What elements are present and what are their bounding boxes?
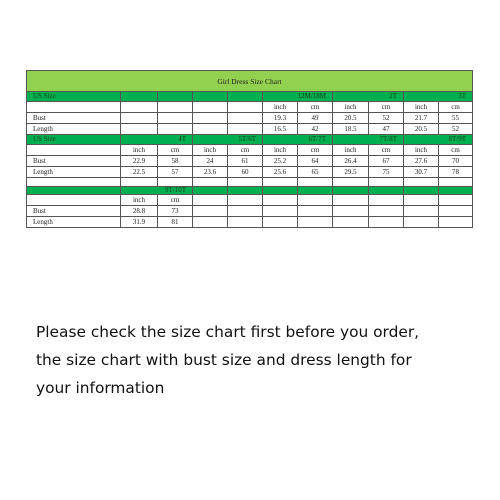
size-chart-note xyxy=(36,318,476,402)
table-cell: 49 xyxy=(298,113,333,124)
table-cell: 73 xyxy=(158,206,193,217)
table-cell: 20.5 xyxy=(404,124,439,135)
table-cell: 18.5 xyxy=(333,124,369,135)
unit-cm: cm xyxy=(369,145,404,156)
table-cell: 19.3 xyxy=(263,113,298,124)
table-cell: 21.7 xyxy=(404,113,439,124)
chart-title: Girl Dress Size Chart xyxy=(27,71,473,92)
table-cell: 47 xyxy=(369,124,404,135)
table-cell: 75 xyxy=(369,167,404,178)
table-cell: 23.6 xyxy=(193,167,228,178)
size-header: 5T/6T xyxy=(193,135,263,145)
note-line: the size chart with bust size and dress length for xyxy=(36,351,412,369)
unit-row xyxy=(27,195,473,206)
length-label: Length xyxy=(27,124,121,135)
table-cell: 22.9 xyxy=(121,156,158,167)
table-cell: 64 xyxy=(298,156,333,167)
unit-cm: cm xyxy=(369,102,404,113)
table-cell: 78 xyxy=(439,167,473,178)
size-header-row xyxy=(27,135,473,145)
table-cell: 65 xyxy=(298,167,333,178)
table-cell: 27.6 xyxy=(404,156,439,167)
spacer-row xyxy=(27,178,473,187)
unit-inch: inch xyxy=(121,145,158,156)
table-cell: 60 xyxy=(228,167,263,178)
size-header: 4T xyxy=(121,135,193,145)
length-label: Length xyxy=(27,217,121,228)
length-row xyxy=(27,217,473,228)
bust-label: Bust xyxy=(27,206,121,217)
note-line: Please check the size chart first before you order, xyxy=(36,323,420,341)
table-cell: 30.7 xyxy=(404,167,439,178)
table-cell: 20.5 xyxy=(333,113,369,124)
table-cell: 25.6 xyxy=(263,167,298,178)
us-size-label: US Size xyxy=(27,135,121,145)
chart-title-row xyxy=(27,71,473,92)
note-line: your information xyxy=(36,379,165,397)
size-header: 3T xyxy=(404,92,473,102)
bust-row xyxy=(27,113,473,124)
unit-inch: inch xyxy=(404,102,439,113)
table-cell: 57 xyxy=(158,167,193,178)
table-cell: 22.5 xyxy=(121,167,158,178)
unit-cm: cm xyxy=(158,195,193,206)
table-cell: 42 xyxy=(298,124,333,135)
length-label: Length xyxy=(27,167,121,178)
unit-cm: cm xyxy=(439,102,473,113)
unit-inch: inch xyxy=(193,145,228,156)
table-cell: 24 xyxy=(193,156,228,167)
unit-cm: cm xyxy=(298,102,333,113)
unit-cm: cm xyxy=(298,145,333,156)
table-cell: 67 xyxy=(369,156,404,167)
size-header-row xyxy=(27,187,473,195)
table-cell: 28.8 xyxy=(121,206,158,217)
unit-inch: inch xyxy=(333,102,369,113)
size-chart-table xyxy=(26,70,473,228)
unit-inch: inch xyxy=(404,145,439,156)
bust-row xyxy=(27,156,473,167)
size-header: 8T/9T xyxy=(404,135,473,145)
table-cell: 52 xyxy=(369,113,404,124)
size-header: 12M/18M xyxy=(263,92,333,102)
table-cell: 26.4 xyxy=(333,156,369,167)
size-header: 9T/10T xyxy=(121,187,193,195)
unit-row xyxy=(27,102,473,113)
unit-inch: inch xyxy=(263,102,298,113)
unit-inch: inch xyxy=(263,145,298,156)
unit-cm: cm xyxy=(228,145,263,156)
length-row xyxy=(27,167,473,178)
table-cell: 81 xyxy=(158,217,193,228)
bust-label: Bust xyxy=(27,156,121,167)
table-cell: 16.5 xyxy=(263,124,298,135)
table-cell: 55 xyxy=(439,113,473,124)
unit-inch: inch xyxy=(121,195,158,206)
size-header-row xyxy=(27,92,473,102)
length-row xyxy=(27,124,473,135)
unit-cm: cm xyxy=(158,145,193,156)
table-cell: 70 xyxy=(439,156,473,167)
size-header: 6T/7T xyxy=(263,135,333,145)
table-cell: 61 xyxy=(228,156,263,167)
table-cell: 58 xyxy=(158,156,193,167)
bust-label: Bust xyxy=(27,113,121,124)
table-cell: 29.5 xyxy=(333,167,369,178)
unit-cm: cm xyxy=(439,145,473,156)
unit-row xyxy=(27,145,473,156)
us-size-label: US Size xyxy=(27,92,121,102)
size-header: 2T xyxy=(333,92,404,102)
unit-inch: inch xyxy=(333,145,369,156)
bust-row xyxy=(27,206,473,217)
table-cell: 52 xyxy=(439,124,473,135)
size-header: 7T/8T xyxy=(333,135,404,145)
table-cell: 31.9 xyxy=(121,217,158,228)
table-cell: 25.2 xyxy=(263,156,298,167)
